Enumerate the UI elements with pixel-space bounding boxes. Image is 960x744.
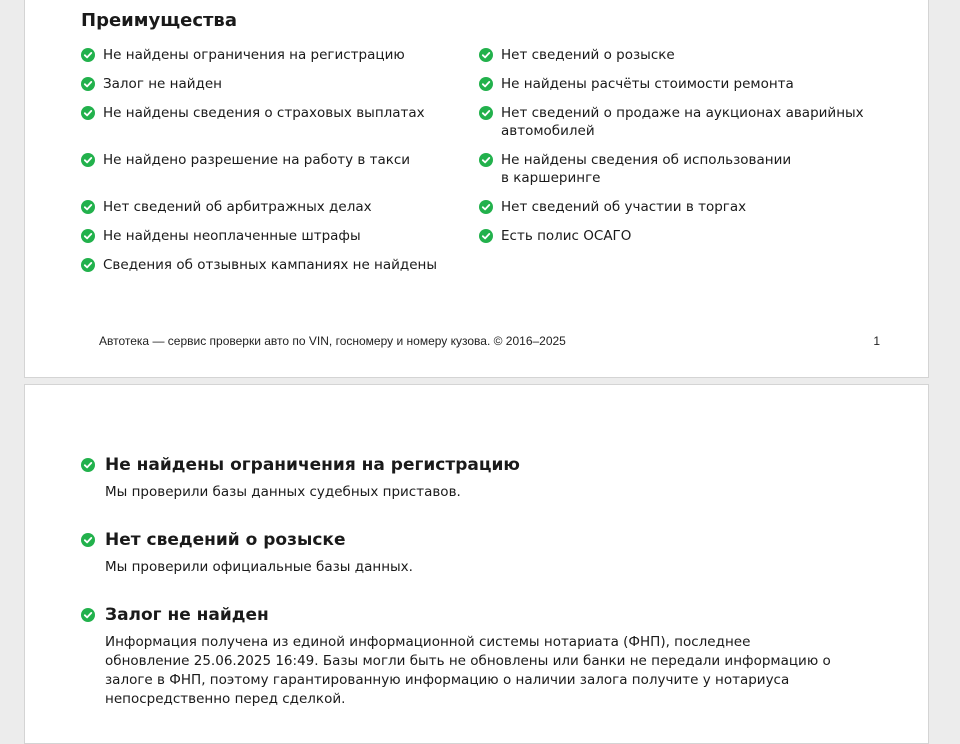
advantage-item-label: Нет сведений о продаже на аукционах аварийных автомобилей bbox=[501, 105, 864, 139]
advantage-item bbox=[81, 46, 471, 64]
advantage-item bbox=[81, 151, 471, 169]
advantage-item-label: Не найдены сведения о страховых выплатах bbox=[103, 105, 425, 121]
advantage-item-label: Не найдено разрешение на работу в такси bbox=[103, 152, 411, 168]
detail-header bbox=[81, 530, 861, 550]
check-circle-icon bbox=[479, 77, 493, 91]
check-circle-icon bbox=[81, 458, 95, 472]
advantage-item-label: Есть полис ОСАГО bbox=[501, 228, 632, 244]
section-title-advantages: Преимущества bbox=[81, 10, 237, 31]
check-circle-icon bbox=[81, 608, 95, 622]
check-circle-icon bbox=[479, 106, 493, 120]
check-circle-icon bbox=[81, 200, 95, 214]
detail-description: Информация получена из единой информационной системы нотариата (ФНП), последнее обновление 25.06.2025 16:49. Базы могли быть не обновлены или банки не передали информацию о залоге в ФНП, поэтому гарантированную информацию о наличии залога получите у нотариуса непосредственно перед сделкой. bbox=[105, 634, 831, 707]
advantage-item bbox=[479, 151, 899, 187]
advantage-item bbox=[479, 75, 899, 93]
advantage-item-label: Нет сведений об участии в торгах bbox=[501, 199, 747, 215]
advantage-item bbox=[81, 198, 471, 216]
check-circle-icon bbox=[81, 153, 95, 167]
advantage-item bbox=[479, 227, 899, 245]
report-page-2 bbox=[24, 384, 929, 744]
detail-header bbox=[81, 455, 861, 475]
page-footer: Автотека — сервис проверки авто по VIN, госномеру и номеру кузова. © 2016–2025 bbox=[99, 334, 566, 348]
detail-title: Не найдены ограничения на регистрацию bbox=[105, 455, 520, 475]
advantage-item bbox=[81, 227, 471, 245]
advantage-item bbox=[479, 198, 899, 216]
advantage-item bbox=[479, 46, 899, 64]
advantage-item-label: Сведения об отзывных кампаниях не найдены bbox=[103, 257, 438, 273]
detail-title: Нет сведений о розыске bbox=[105, 530, 346, 550]
check-circle-icon bbox=[479, 200, 493, 214]
report-page-1 bbox=[24, 0, 929, 378]
advantage-item-label: Не найдены неоплаченные штрафы bbox=[103, 228, 361, 244]
advantage-item bbox=[81, 104, 471, 122]
page-number: 1 bbox=[873, 334, 880, 348]
advantage-item-label: Не найдены ограничения на регистрацию bbox=[103, 47, 405, 63]
check-circle-icon bbox=[81, 106, 95, 120]
detail-title: Залог не найден bbox=[105, 605, 269, 625]
check-circle-icon bbox=[479, 229, 493, 243]
advantage-item-label: Нет сведений об арбитражных делах bbox=[103, 199, 372, 215]
check-circle-icon bbox=[81, 229, 95, 243]
advantage-item-label: Не найдены сведения об использовании в каршеринге bbox=[501, 152, 792, 186]
check-circle-icon bbox=[81, 258, 95, 272]
check-circle-icon bbox=[81, 533, 95, 547]
check-circle-icon bbox=[81, 48, 95, 62]
detail-section bbox=[81, 455, 861, 502]
detail-description: Мы проверили официальные базы данных. bbox=[105, 559, 413, 575]
detail-section bbox=[81, 605, 861, 709]
check-circle-icon bbox=[479, 48, 493, 62]
advantage-item bbox=[479, 104, 899, 140]
detail-section bbox=[81, 530, 861, 577]
advantage-item bbox=[81, 75, 471, 93]
detail-description: Мы проверили базы данных судебных приставов. bbox=[105, 484, 461, 500]
advantage-item bbox=[81, 256, 471, 274]
advantage-item-label: Не найдены расчёты стоимости ремонта bbox=[501, 76, 794, 92]
detail-header bbox=[81, 605, 861, 625]
check-circle-icon bbox=[479, 153, 493, 167]
check-circle-icon bbox=[81, 77, 95, 91]
advantage-item-label: Залог не найден bbox=[103, 76, 222, 92]
advantage-item-label: Нет сведений о розыске bbox=[501, 47, 675, 63]
